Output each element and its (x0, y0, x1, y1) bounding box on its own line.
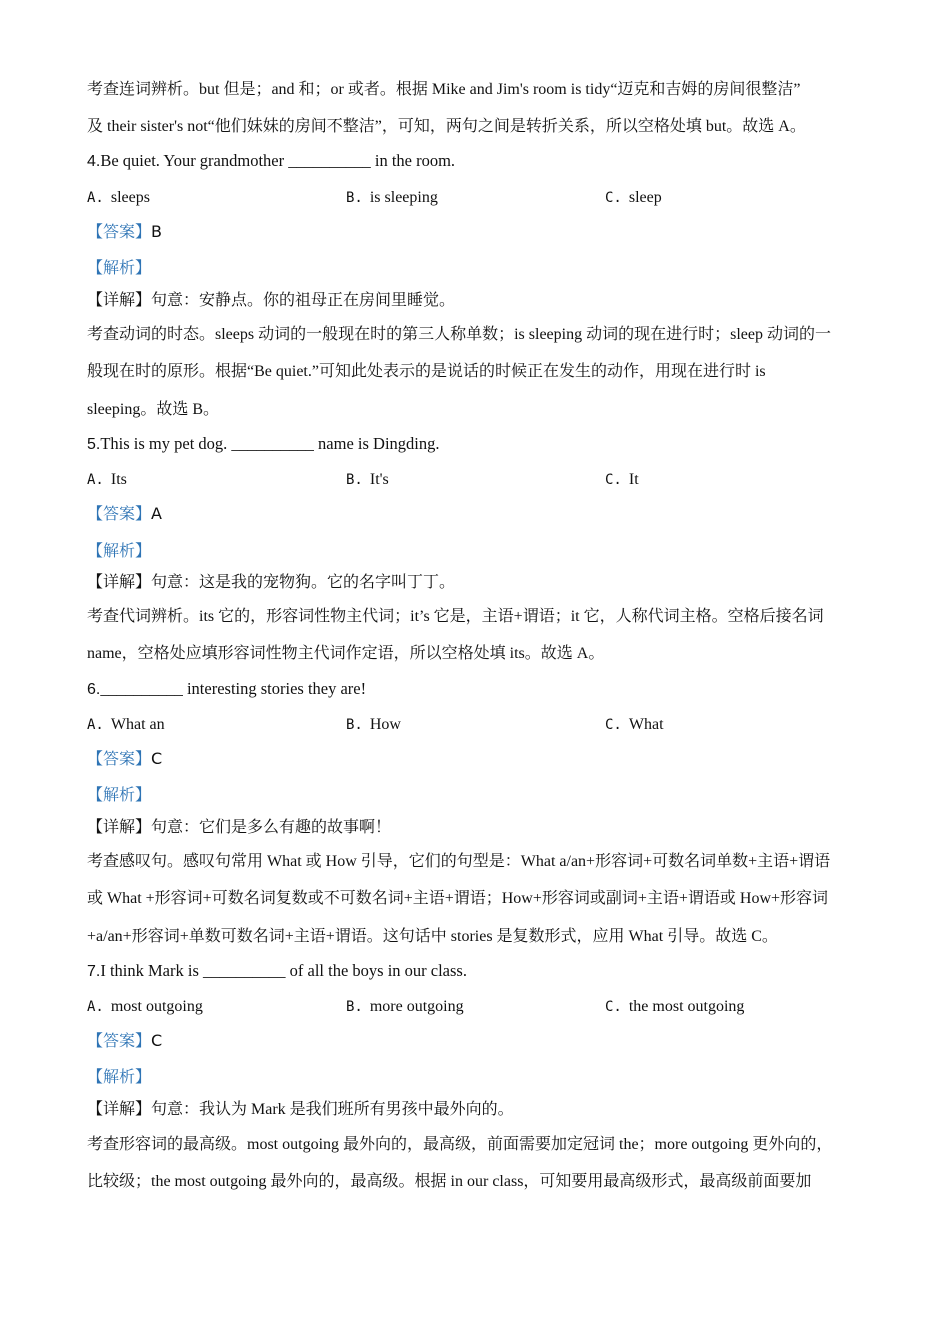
question-7-explanation-1: 考查形容词的最高级。most outgoing 最外向的，最高级，前面需要加定冠词 the；more outgoing 更外向的， (87, 1136, 833, 1153)
question-4-answer: 【答案】B (87, 222, 162, 241)
question-6-detail: 【详解】句意：它们是多么有趣的故事啊！ (87, 819, 392, 836)
question-4-explanation-3: sleeping。故选 B。 (87, 401, 219, 418)
question-4-explanation-1: 考查动词的时态。sleeps 动词的一般现在时的第三人称单数；is sleeping 动词的现在进行时；sleep 动词的一 (87, 326, 831, 343)
question-7-option-b: B. more outgoing (346, 998, 464, 1015)
question-6-option-c: C. What (605, 716, 664, 733)
question-7-analysis-label: 【解析】 (87, 1067, 152, 1086)
question-4-detail: 【详解】句意：安静点。你的祖母正在房间里睡觉。 (87, 292, 456, 309)
question-4-explanation-2: 般现在时的原形。根据“Be quiet.”可知此处表示的是说话的时候正在发生的动作，用现在进行时 is (87, 363, 766, 380)
question-5-option-a: A. Its (87, 471, 127, 488)
question-6-explanation-1: 考查感叹句。感叹句常用 What 或 How 引导，它们的句型是：What a/an+形容词+可数名词单数+主语+谓语 (87, 853, 831, 870)
question-5-stem: 5.This is my pet dog. __________ name is Dingding. (87, 434, 440, 453)
question-5-analysis-label: 【解析】 (87, 541, 152, 560)
question-5-answer: 【答案】A (87, 504, 162, 523)
intro-line-2: 及 their sister's not“他们妹妹的房间不整洁”，可知，两句之间是转折关系，所以空格处填 but。故选 A。 (87, 118, 806, 135)
question-7-stem: 7.I think Mark is __________ of all the boys in our class. (87, 961, 467, 980)
question-6-explanation-2: 或 What +形容词+可数名词复数或不可数名词+主语+谓语；How+形容词或副词+主语+谓语或 How+形容词 (87, 890, 829, 907)
question-6-explanation-3: +a/an+形容词+单数可数名词+主语+谓语。这句话中 stories 是复数形式，应用 What 引导。故选 C。 (87, 928, 778, 945)
question-4-option-b: B. is sleeping (346, 189, 438, 206)
question-5-detail: 【详解】句意：这是我的宠物狗。它的名字叫丁丁。 (87, 574, 456, 591)
question-7-answer: 【答案】C (87, 1031, 163, 1050)
question-7-explanation-2: 比较级；the most outgoing 最外向的，最高级。根据 in our class，可知要用最高级形式，最高级前面要加 (87, 1173, 812, 1190)
question-6-option-b: B. How (346, 716, 401, 733)
question-6-stem: 6.__________ interesting stories they are! (87, 679, 367, 698)
question-4-analysis-label: 【解析】 (87, 258, 152, 277)
question-6-answer: 【答案】C (87, 749, 163, 768)
question-6-option-a: A. What an (87, 716, 165, 733)
question-4-option-c: C. sleep (605, 189, 662, 206)
question-5-explanation-1: 考查代词辨析。its 它的，形容词性物主代词；it’s 它是，主语+谓语；it 它，人称代词主格。空格后接名词 (87, 608, 824, 625)
intro-line-1: 考查连词辨析。but 但是；and 和；or 或者。根据 Mike and Jim's room is tidy“迈克和吉姆的房间很整洁” (87, 81, 801, 98)
question-7-detail: 【详解】句意：我认为 Mark 是我们班所有男孩中最外向的。 (87, 1101, 514, 1118)
question-5-option-c: C. It (605, 471, 639, 488)
question-5-explanation-2: name，空格处应填形容词性物主代词作定语，所以空格处填 its。故选 A。 (87, 645, 605, 662)
question-4-option-a: A. sleeps (87, 189, 150, 206)
question-4-stem: 4.Be quiet. Your grandmother __________ in the room. (87, 151, 456, 170)
question-5-option-b: B. It's (346, 471, 389, 488)
question-7-option-a: A. most outgoing (87, 998, 203, 1015)
question-6-analysis-label: 【解析】 (87, 785, 152, 804)
question-7-option-c: C. the most outgoing (605, 998, 745, 1015)
